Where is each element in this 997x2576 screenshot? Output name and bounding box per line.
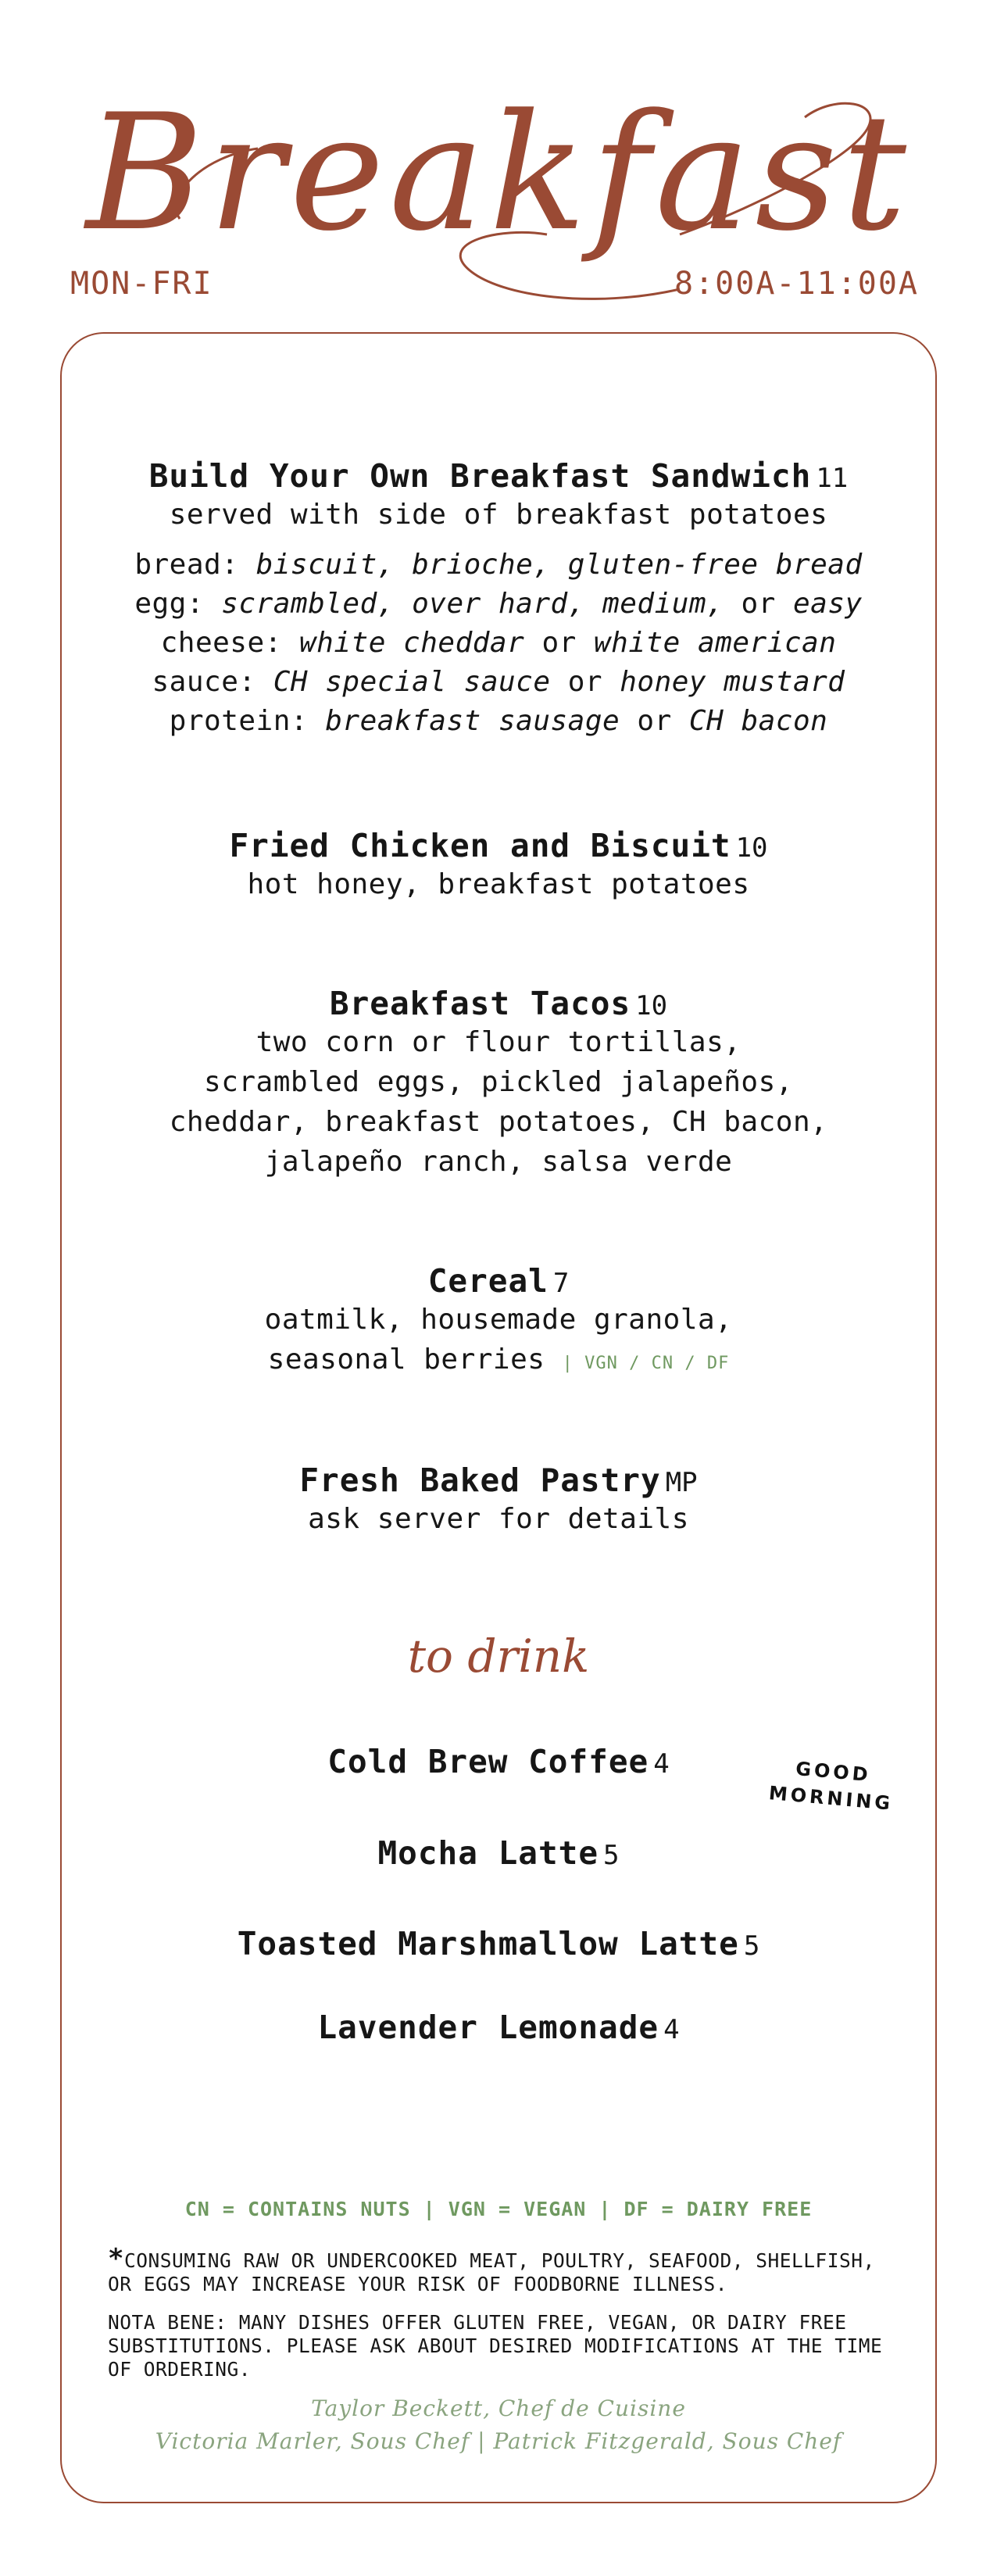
drink-item: Toasted Marshmallow Latte 5 [237,1925,760,1962]
item-name: Cereal [427,1262,549,1300]
menu-title: Breakfast [85,80,912,267]
item-name: Fresh Baked Pastry [299,1462,661,1499]
item-description-line: two corn or flour tortillas, [256,1026,741,1058]
item-description-line: seasonal berries | VGN / CN / DF [267,1343,730,1376]
chef-de-cuisine: Taylor Beckett, Chef de Cuisine [311,2395,686,2421]
drink-item: Cold Brew Coffee 4 [327,1743,670,1780]
menu-item-tacos [0,985,997,1182]
option-egg: egg: scrambled, over hard, medium, or easy [134,588,863,620]
sous-chefs: Victoria Marler, Sous Chef | Patrick Fitzgerald, Sous Chef [155,2428,842,2454]
item-name: Fried Chicken and Biscuit [229,827,731,864]
item-description-line: cheddar, breakfast potatoes, CH bacon, [169,1106,828,1138]
days-label: MON-FRI [70,266,213,302]
option-protein: protein: breakfast sausage or CH bacon [169,705,828,737]
item-price: 11 [816,463,849,494]
item-description: ask server for details [308,1503,689,1535]
item-price: 7 [552,1268,570,1299]
item-description-line: oatmilk, housemade granola, [264,1304,733,1336]
nota-bene: NOTA BENE: MANY DISHES OFFER GLUTEN FREE, VEGAN, OR DAIRY FREE SUBSTITUTIONS. PLEASE ASK ABOUT DESIRED MODIFICATIONS AT THE TIME OF ORDERING. [108,2311,883,2381]
option-cheese: cheese: white cheddar or white american [160,627,837,659]
menu-item-cereal [0,1262,997,1383]
good-morning-stamp: GOOD MORNING [767,1757,895,1815]
item-price: 10 [735,832,768,864]
item-name: Build Your Own Breakfast Sandwich [148,457,812,495]
option-sauce: sauce: CH special sauce or honey mustard [152,666,845,698]
item-name: Breakfast Tacos [329,985,631,1022]
menu-item-chicken-biscuit [0,827,997,904]
drinks-heading: to drink [407,1630,590,1683]
menu-item-pastry [0,1462,997,1539]
hours-label: 8:00A-11:00A [674,266,919,302]
item-price: 10 [635,990,668,1021]
diet-legend: CN = CONTAINS NUTS | VGN = VEGAN | DF = DAIRY FREE [184,2198,813,2220]
raw-food-disclaimer: *CONSUMING RAW OR UNDERCOOKED MEAT, POULTRY, SEAFOOD, SHELLFISH, OR EGGS MAY INCREASE YOUR RISK OF FOODBORNE ILLNESS. [108,2243,875,2295]
item-description-line: scrambled eggs, pickled jalapeños, [204,1066,793,1098]
menu-item-sandwich [0,457,997,741]
diet-tag: | VGN / CN / DF [562,1354,730,1373]
item-description: hot honey, breakfast potatoes [247,868,750,900]
drink-item: Mocha Latte 5 [377,1834,620,1872]
option-bread: bread: biscuit, brioche, gluten-free bread [134,549,863,581]
item-price: MP [665,1467,698,1498]
item-description-line: jalapeño ranch, salsa verde [264,1146,733,1178]
item-description: served with side of breakfast potatoes [169,499,828,531]
drink-item: Lavender Lemonade 4 [317,2009,680,2046]
